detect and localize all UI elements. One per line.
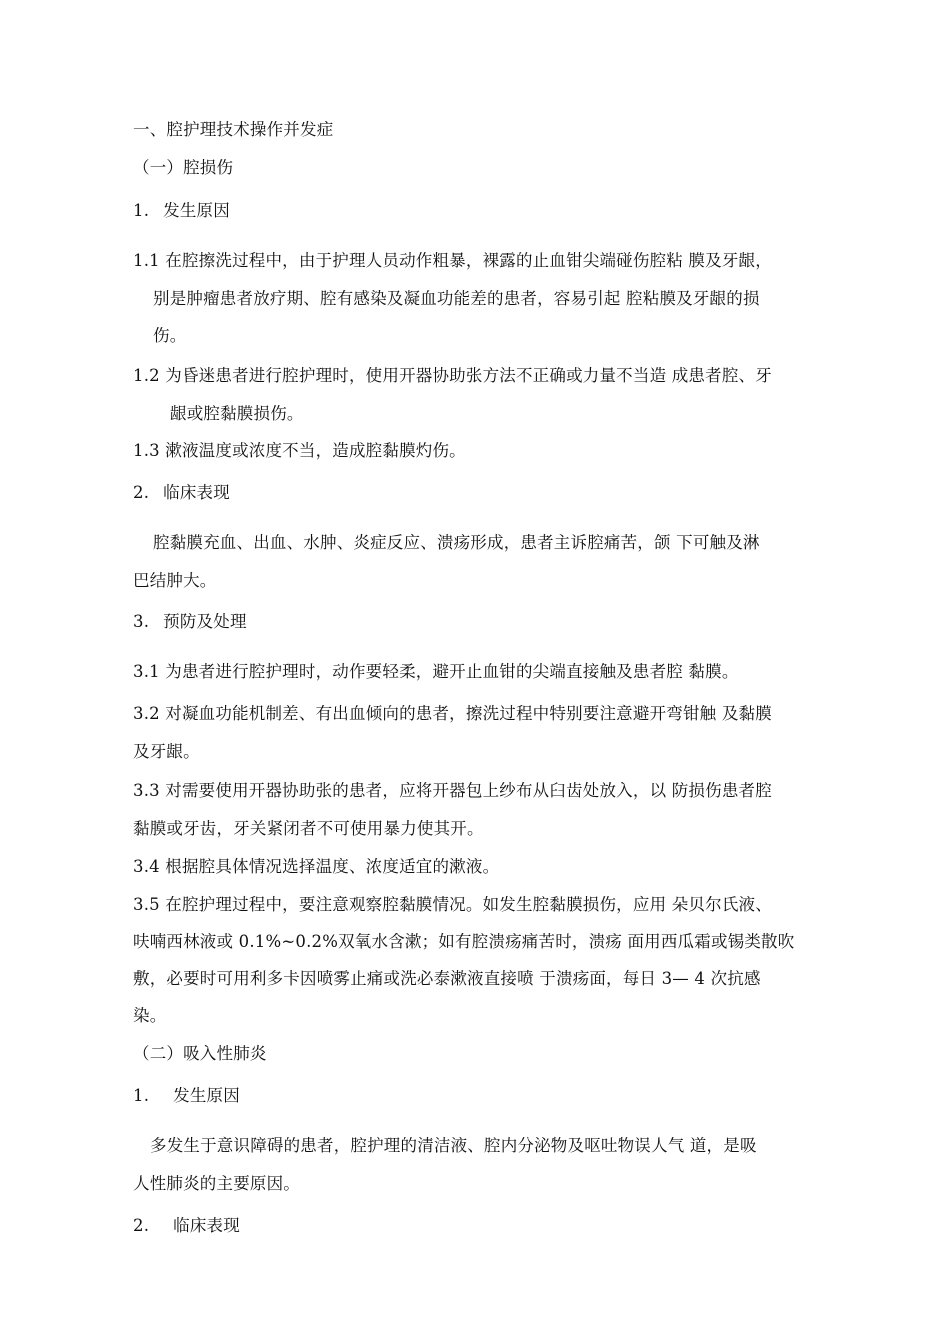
- paragraph-line: 1.2 为昏迷患者进行腔护理时，使用开器协助张方法不正确或力量不当造 成患者腔、牙: [133, 366, 772, 385]
- paragraph-line: 及牙龈。: [133, 742, 200, 761]
- paragraph-line: 染。: [133, 1006, 167, 1025]
- paragraph-line: 3.2 对凝血功能机制差、有出血倾向的患者，擦洗过程中特别要注意避开弯钳触 及黏膜: [133, 704, 772, 723]
- paragraph-line: 3.5 在腔护理过程中，要注意观察腔黏膜情况。如发生腔黏膜损伤，应用 朵贝尔氏液、: [133, 895, 772, 914]
- section-title-aspiration-pneumonia: （二）吸入性肺炎: [133, 1044, 267, 1063]
- subsection-clinical: [133, 483, 230, 503]
- subsection-number: 2.: [133, 483, 150, 502]
- paragraph-line: 敷，必要时可用利多卡因喷雾止痛或洗必泰漱液直接喷 于溃疡面，每日 3— 4 次抗感: [133, 969, 761, 988]
- paragraph-line: 腔黏膜充血、出血、水肿、炎症反应、溃疡形成，患者主诉腔痛苦，颌 下可触及淋: [153, 533, 760, 552]
- paragraph-line: 1.3 漱液温度或浓度不当，造成腔黏膜灼伤。: [133, 441, 466, 460]
- subsection-label: 临床表现: [163, 483, 230, 502]
- paragraph-line: 巴结肿大。: [133, 571, 217, 590]
- paragraph-line: 3.4 根据腔具体情况选择温度、浓度适宜的漱液。: [133, 857, 500, 876]
- subsection-prevention: [133, 612, 247, 632]
- paragraph-line: 黏膜或牙齿，牙关紧闭者不可使用暴力使其开。: [133, 819, 484, 838]
- section-title-oral-injury: （一）腔损伤: [133, 158, 234, 177]
- subsection-number: 1.: [133, 1086, 150, 1105]
- paragraph-line: 多发生于意识障碍的患者，腔护理的清洁液、腔内分泌物及呕吐物误人气 道，是吸: [150, 1136, 757, 1155]
- paragraph-line: 人性肺炎的主要原因。: [133, 1174, 300, 1193]
- paragraph-line: 1.1 在腔擦洗过程中，由于护理人员动作粗暴，裸露的止血钳尖端碰伤腔粘 膜及牙龈，: [133, 251, 772, 270]
- subsection-label: 发生原因: [163, 201, 230, 220]
- paragraph-line: 3.3 对需要使用开器协助张的患者，应将开器包上纱布从臼齿处放入，以 防损伤患者腔: [133, 781, 772, 800]
- subsection-label: 预防及处理: [163, 612, 247, 631]
- main-heading: 一、腔护理技术操作并发症: [133, 120, 334, 139]
- subsection-label: 临床表现: [173, 1216, 240, 1235]
- subsection-number: 2.: [133, 1216, 150, 1235]
- subsection-clinical: [133, 1216, 240, 1236]
- paragraph-line: 龈或腔黏膜损伤。: [170, 404, 304, 423]
- subsection-number: 3.: [133, 612, 150, 631]
- subsection-label: 发生原因: [173, 1086, 240, 1105]
- subsection-causes: [133, 1086, 240, 1106]
- subsection-causes: [133, 201, 230, 221]
- paragraph-line: 伤。: [153, 326, 187, 345]
- paragraph-line: 呋喃西林液或 0.1%~0.2%双氧水含漱；如有腔溃疡痛苦时，溃疡 面用西瓜霜或锡类散吹: [133, 932, 795, 951]
- subsection-number: 1.: [133, 201, 150, 220]
- paragraph-line: 3.1 为患者进行腔护理时，动作要轻柔，避开止血钳的尖端直接触及患者腔 黏膜。: [133, 662, 739, 681]
- paragraph-line: 别是肿瘤患者放疗期、腔有感染及凝血功能差的患者，容易引起 腔粘膜及牙龈的损: [153, 289, 760, 308]
